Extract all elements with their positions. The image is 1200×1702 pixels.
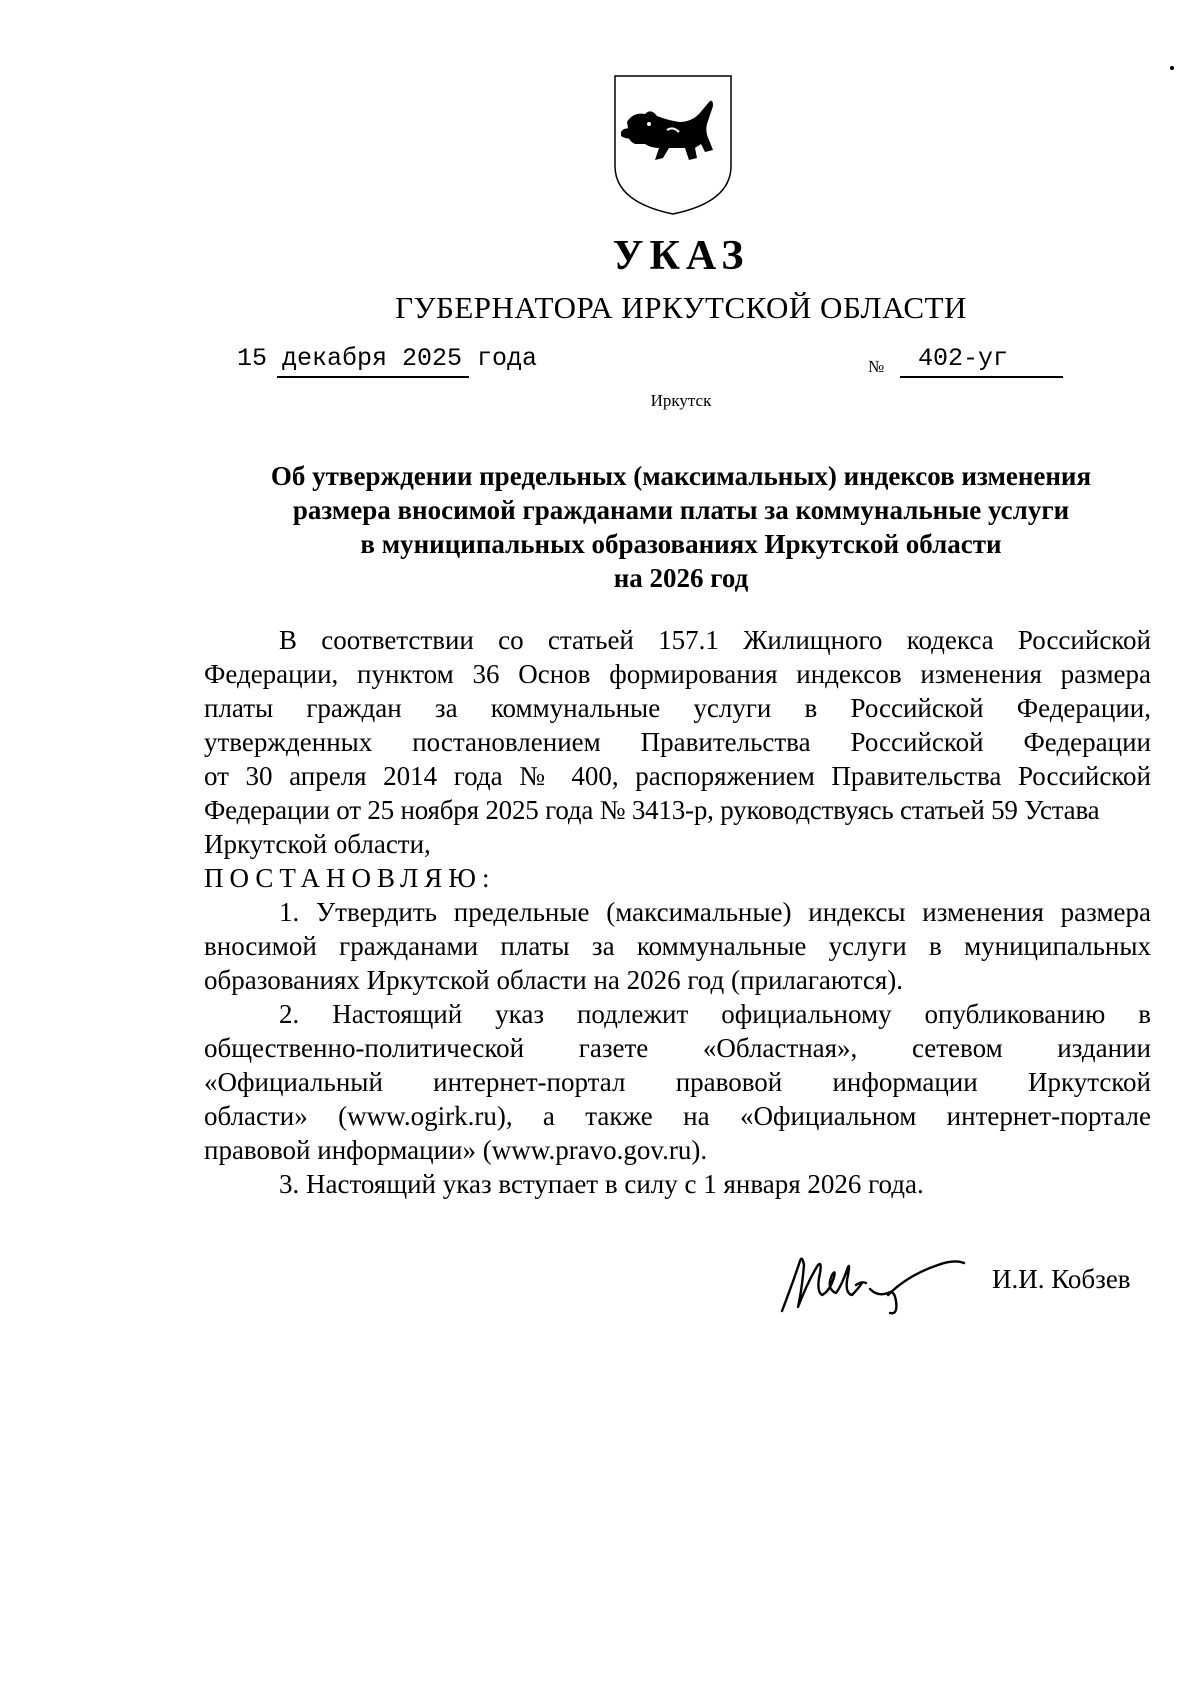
heading-line: Об утверждении предельных (максимальных) индексов изменения <box>270 461 1092 491</box>
preamble <box>204 623 1151 895</box>
heading-line: на 2026 год <box>613 563 749 593</box>
item-2-line: 2. Настоящий указ подлежит официальному опубликованию в <box>279 999 1151 1029</box>
coat-of-arms-emblem <box>613 74 733 216</box>
signer-name: И.И. Кобзев <box>992 1264 1131 1294</box>
number-underline <box>900 376 1063 378</box>
item-1-line: вносимой гражданами платы за коммунальные услуги в муниципальных <box>204 931 1151 961</box>
item-3-line: 3. Настоящий указ вступает в силу с 1 января 2026 года. <box>279 1169 924 1199</box>
scan-dot <box>1170 66 1174 70</box>
preamble-line: утвержденных постановлением Правительства Российской Федерации <box>204 727 1151 757</box>
decree-date: 15 декабря 2025 года <box>237 344 538 373</box>
issuer-subtitle: ГУБЕРНАТОРА ИРКУТСКОЙ ОБЛАСТИ <box>395 290 967 325</box>
handwritten-signature <box>778 1245 968 1321</box>
item-2-line: «Официальный интернет-портал правовой информации Иркутской <box>204 1067 1151 1097</box>
heading-line: размера вносимой гражданами платы за коммунальные услуги <box>292 495 1070 525</box>
preamble-line: В соответствии со статьей 157.1 Жилищного кодекса Российской <box>279 625 1151 655</box>
decree-word: ПОСТАНОВЛЯЮ: <box>204 863 496 893</box>
document-title: УКАЗ <box>612 233 750 279</box>
preamble-line: от 30 апреля 2014 года № 400, распоряжением Правительства Российской <box>204 761 1151 791</box>
item-2 <box>204 997 1151 1167</box>
item-3 <box>204 1167 1151 1201</box>
number-label: № <box>868 357 885 376</box>
decree-number: 402-уг <box>918 344 1009 373</box>
preamble-line: Федерации от 25 ноября 2025 года № 3413-р, руководствуясь статьей 59 Устава <box>204 795 1100 825</box>
item-2-line: общественно-политической газете «Областная», сетевом издании <box>204 1033 1151 1063</box>
item-1-line: образованиях Иркутской области на 2026 год (прилагаются). <box>204 965 904 995</box>
item-2-line: области» (www.ogirk.ru), а также на «Официальном интернет-портале <box>204 1101 1151 1131</box>
preamble-line: Иркутской области, <box>204 829 431 859</box>
date-underline <box>277 376 469 378</box>
heading-line: в муниципальных образованиях Иркутской области <box>360 529 1002 559</box>
preamble-line: платы граждан за коммунальные услуги в Российской Федерации, <box>204 693 1151 723</box>
item-1-line: 1. Утвердить предельные (максимальные) индексы изменения размера <box>279 897 1151 927</box>
item-2-line: правовой информации» (www.pravo.gov.ru). <box>204 1135 708 1165</box>
preamble-line: Федерации, пунктом 36 Основ формирования индексов изменения размера <box>204 659 1151 689</box>
item-1 <box>204 895 1151 997</box>
decree-heading <box>180 459 1182 595</box>
city-name: Иркутск <box>650 391 712 410</box>
